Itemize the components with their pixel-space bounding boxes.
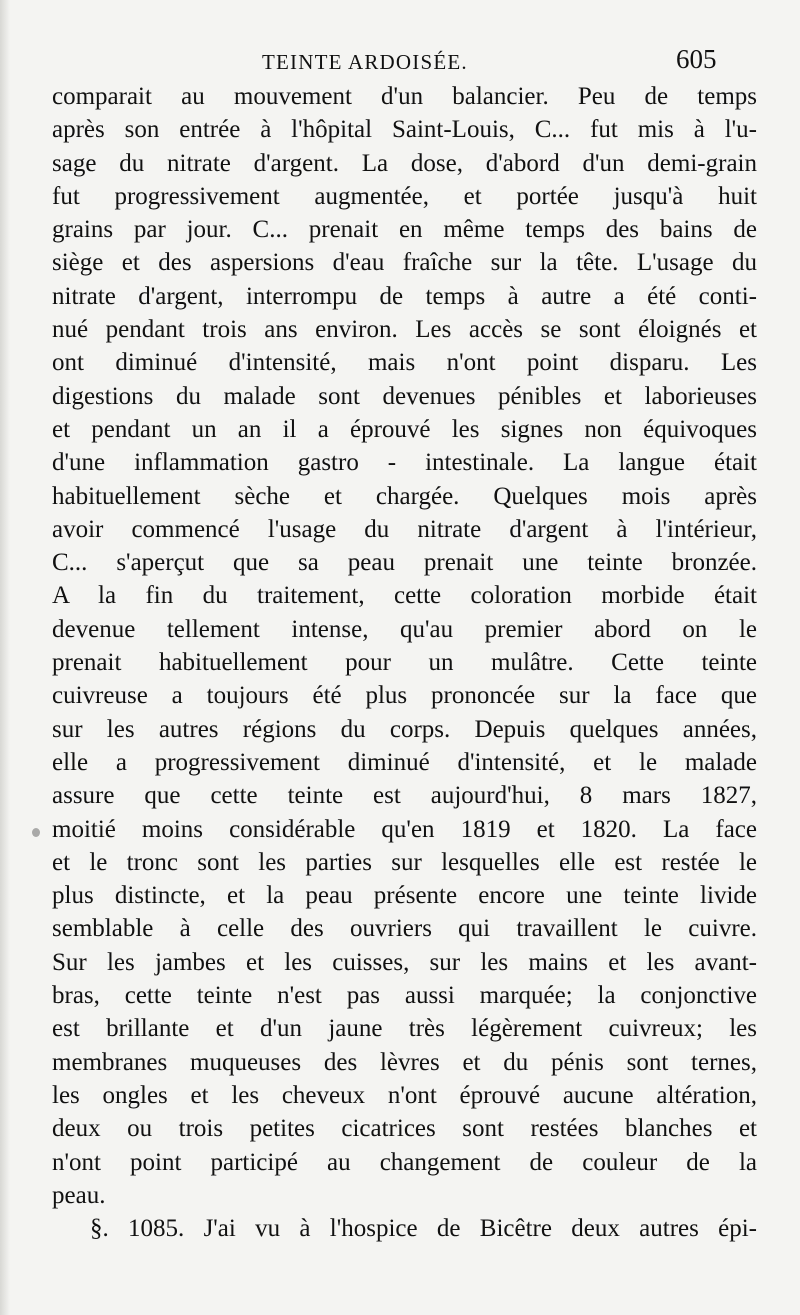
text-line: grains par jour. C... prenait en même temps des bains de xyxy=(52,216,757,244)
text-line: avoir commencé l'usage du nitrate d'argent à l'intérieur, xyxy=(52,515,757,543)
text-line: cuivreuse a toujours été plus prononcée sur la face que xyxy=(52,682,757,710)
text-line: digestions du malade sont devenues pénibles et laborieuses xyxy=(52,382,757,410)
text-line: elle a progressivement diminué d'intensité, et le malade xyxy=(52,748,757,776)
text-line: deux ou trois petites cicatrices sont restées blanches et xyxy=(52,1115,757,1143)
text-line: prenait habituellement pour un mulâtre. Cette teinte xyxy=(52,649,757,677)
text-line: est brillante et d'un jaune très légèrement cuivreux; les xyxy=(52,1015,757,1043)
text-line: nitrate d'argent, interrompu de temps à autre a été conti- xyxy=(52,282,757,310)
text-line: et pendant un an il a éprouvé les signes non équivoques xyxy=(52,415,757,443)
page-edge-shadow xyxy=(0,0,10,1315)
page-header xyxy=(0,42,800,82)
text-line: et le tronc sont les parties sur lesquelles elle est restée le xyxy=(52,848,757,876)
ink-spot xyxy=(32,828,40,837)
text-line: siège et des aspersions d'eau fraîche sur la tête. L'usage du xyxy=(52,249,757,277)
text-line: d'une inflammation gastro - intestinale. La langue était xyxy=(52,449,757,477)
text-line: comparait au mouvement d'un balancier. Peu de temps xyxy=(52,83,757,110)
text-line: bras, cette teinte n'est pas aussi marquée; la conjonctive xyxy=(52,982,757,1010)
text-line: sur les autres régions du corps. Depuis quelques années, xyxy=(52,715,757,743)
text-line: peau. xyxy=(52,1181,106,1209)
text-line: semblable à celle des ouvriers qui travaillent le cuivre. xyxy=(52,915,757,943)
text-line: n'ont point participé au changement de couleur de la xyxy=(52,1148,757,1176)
text-line: moitié moins considérable qu'en 1819 et 1820. La face xyxy=(52,815,757,843)
text-line: plus distincte, et la peau présente encore une teinte livide xyxy=(52,882,757,910)
text-line: fut progressivement augmentée, et portée jusqu'à huit xyxy=(52,182,757,210)
paragraph-start-line: §. 1085. J'ai vu à l'hospice de Bicêtre deux autres épi- xyxy=(90,1215,757,1243)
text-line: membranes muqueuses des lèvres et du pénis sont ternes, xyxy=(52,1048,757,1076)
text-line: A la fin du traitement, cette coloration morbide était xyxy=(52,582,757,610)
text-line: C... s'aperçut que sa peau prenait une teinte bronzée. xyxy=(52,549,757,577)
text-line: ont diminué d'intensité, mais n'ont point disparu. Les xyxy=(52,349,757,377)
text-line: sage du nitrate d'argent. La dose, d'abord d'un demi-grain xyxy=(52,149,757,177)
page-number: 605 xyxy=(676,44,717,74)
text-line: après son entrée à l'hôpital Saint-Louis, C... fut mis à l'u- xyxy=(52,116,757,144)
body-text xyxy=(52,80,757,1245)
text-line: nué pendant trois ans environ. Les accès se sont éloignés et xyxy=(52,316,757,344)
text-line: Sur les jambes et les cuisses, sur les mains et les avant- xyxy=(52,948,757,976)
text-line: habituellement sèche et chargée. Quelques mois après xyxy=(52,482,757,510)
running-title: TEINTE ARDOISÉE. xyxy=(262,50,468,74)
text-line: devenue tellement intense, qu'au premier abord on le xyxy=(52,615,757,643)
text-line: les ongles et les cheveux n'ont éprouvé aucune altération, xyxy=(52,1081,757,1109)
text-line: assure que cette teinte est aujourd'hui, 8 mars 1827, xyxy=(52,782,757,810)
